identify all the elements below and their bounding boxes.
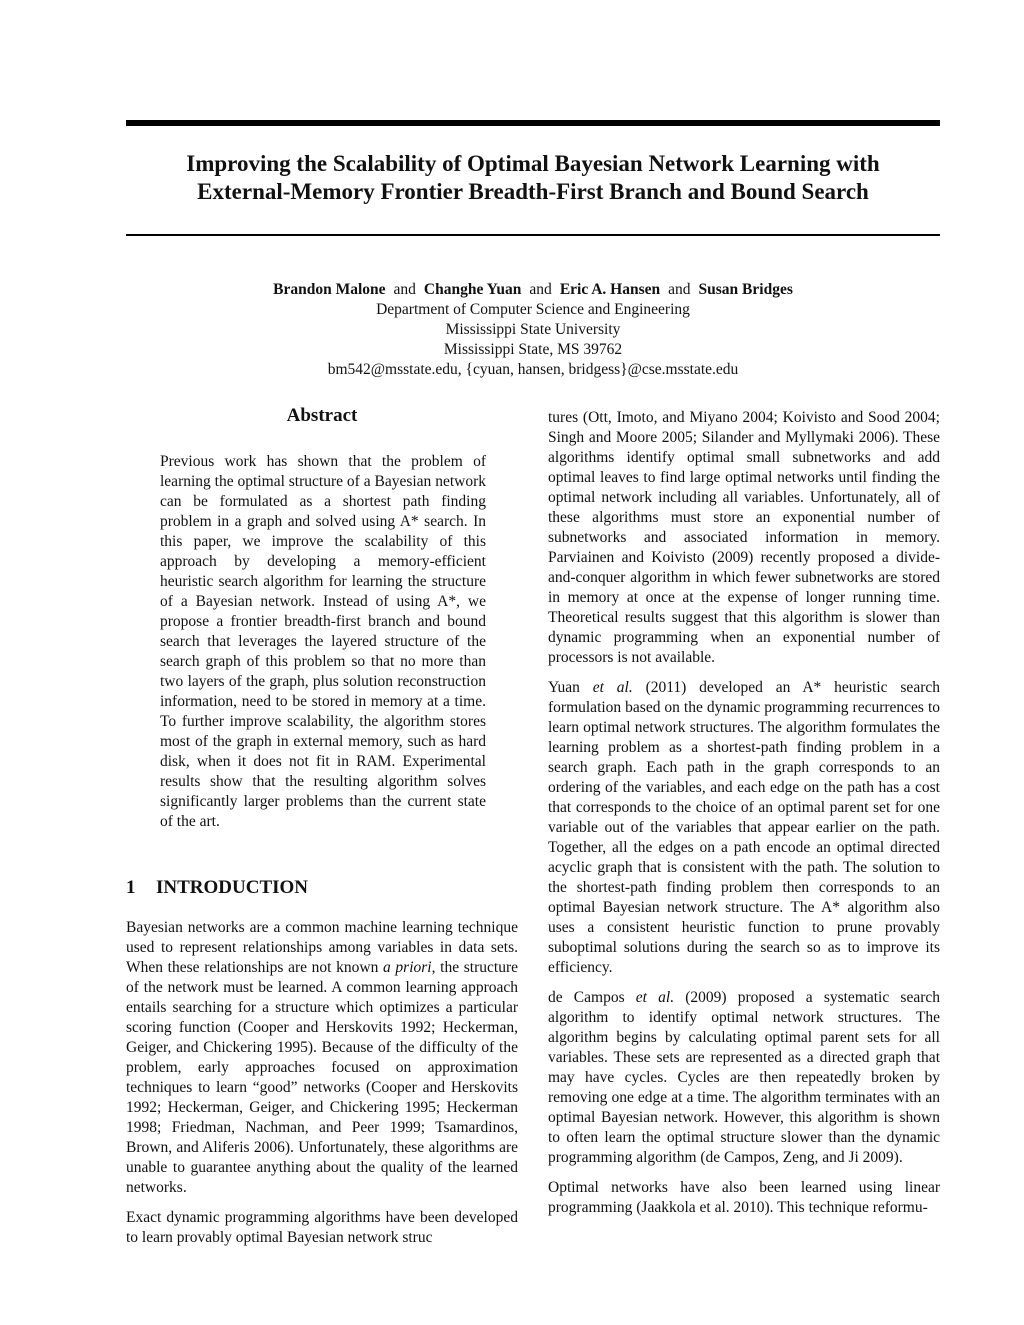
paragraph-text: , the structure of the network must be learned. A common learning approach entails searching for a structure which optimizes a particular scoring function (Cooper and Herskovits 1992; Heckerman, Geiger, and Chickering 1995). Because of the difficulty of the problem, early approaches focused on approximation techniques to learn “good” networks (Cooper and Herskovits 1992; Heckerman, Geiger, and Chickering 1995; Heckerman 1998; Friedman, Nachman, and Peer 1999; Tsamardinos, Brown, and Aliferis 2006). Unfortunately, these algorithms are unable to guarantee anything about the quality of the learned networks.: [126, 959, 518, 1196]
intro-paragraph-3: [548, 678, 940, 978]
section-title: INTRODUCTION: [156, 877, 309, 898]
title-line-2: External-Memory Frontier Breadth-First Branch and Bound Search: [197, 179, 869, 204]
author-department: Department of Computer Science and Engineering: [376, 301, 690, 318]
paragraph-italic: et al.: [635, 989, 675, 1006]
title-bottom-rule: [126, 234, 940, 236]
paragraph-italic: a priori: [383, 959, 432, 976]
abstract-text: Previous work has shown that the problem of learning the optimal structure of a Bayesian network can be formulated as a shortest path finding problem in a graph and solved using A* search. In this paper, we improve the scalability of this approach by developing a memory-efficient heuristic search algorithm for learning the structure of a Bayesian network. Instead of using A*, we propose a frontier breadth-first branch and bound search that leverages the layered structure of the search graph of this problem so that no more than two layers of the graph, plus solution reconstruction information, need to be stored in memory at a time. To further improve scalability, the algorithm stores most of the graph in external memory, such as hard disk, when it does not fit in RAM. Experimental results show that the resulting algorithm solves significantly larger problems than the current state of the art.: [160, 453, 486, 830]
author-and: and: [529, 281, 552, 298]
title-line-1: Improving the Scalability of Optimal Bayesian Network Learning with: [186, 151, 880, 176]
paragraph-text: Bayesian networks are a common machine learning technique used to represent relationships among variables in data sets. When these relationships are not known: [126, 919, 518, 976]
author-university: Mississippi State University: [445, 321, 621, 338]
intro-paragraph-4: [548, 988, 940, 1168]
abstract-heading: Abstract: [286, 405, 358, 426]
paragraph-text: (2011) developed an A* heuristic search formulation based on the dynamic programming recurrences to learn optimal network structures. The algorithm formulates the learning problem as a shortest-path finding problem in a search graph. Each path in the graph corresponds to an ordering of the variables, and each edge on the path has a cost that corresponds to the choice of an optimal parent set for one variable out of the variables that appear earlier on the path. Together, all the edges on a path encode an optimal directed acyclic graph that is consistent with the path. The solution to the shortest-path finding problem then corresponds to an optimal Bayesian network structure. The A* algorithm also uses a consistent heuristic function to prune provably suboptimal solutions during the search so as to improve its efficiency.: [548, 679, 940, 976]
paper-title: [126, 150, 940, 206]
author-and: and: [393, 281, 416, 298]
author-block: [126, 280, 940, 380]
section-heading-introduction: [126, 876, 518, 900]
intro-paragraph-1: [126, 918, 518, 1198]
left-column: [126, 404, 518, 1258]
intro-paragraph-5: Optimal networks have also been learned using linear programming (Jaakkola et al. 2010). This technique reformu-: [548, 1179, 940, 1216]
author-emails: bm542@msstate.edu, {cyuan, hansen, bridgess}@cse.msstate.edu: [327, 361, 739, 378]
paragraph-text: de Campos: [548, 989, 636, 1006]
author-names: [126, 280, 940, 300]
author-name: Eric A. Hansen: [559, 281, 661, 298]
author-address: Mississippi State, MS 39762: [443, 341, 623, 358]
author-name: Brandon Malone: [273, 281, 386, 298]
paragraph-italic: et al.: [592, 679, 633, 696]
intro-paragraph-2-continued: tures (Ott, Imoto, and Miyano 2004; Koivisto and Sood 2004; Singh and Moore 2005; Silander and Myllymaki 2006). These algorithms identify optimal small subnetworks and add optimal leaves to find large optimal networks until finding the optimal network including all variables. Unfortunately, all of these algorithms must store an exponential number of subnetworks and associated information in memory. Parviainen and Koivisto (2009) recently proposed a divide-and-conquer algorithm in which fewer subnetworks are stored in memory at once at the expense of longer running time. Theoretical results suggest that this algorithm is slower than dynamic programming when an exponential number of processors is not available.: [548, 409, 940, 666]
intro-paragraph-2: Exact dynamic programming algorithms have been developed to learn provably optimal Bayesian network struc: [126, 1209, 518, 1246]
right-column: [548, 408, 940, 1228]
author-and: and: [668, 281, 691, 298]
top-rule: [126, 120, 940, 126]
paragraph-text: Yuan: [548, 679, 593, 696]
author-name: Susan Bridges: [698, 281, 793, 298]
paragraph-text: (2009) proposed a systematic search algorithm to identify optimal network structures. The algorithm begins by calculating optimal parent sets for all variables. These sets are represented as a directed graph that may have cycles. Cycles are then repeatedly broken by removing one edge at a time. The algorithm terminates with an optimal Bayesian network. However, this algorithm is shown to often learn the optimal structure slower than the dynamic programming algorithm (de Campos, Zeng, and Ji 2009).: [548, 989, 940, 1166]
author-name: Changhe Yuan: [423, 281, 522, 298]
section-number: 1: [126, 877, 136, 898]
